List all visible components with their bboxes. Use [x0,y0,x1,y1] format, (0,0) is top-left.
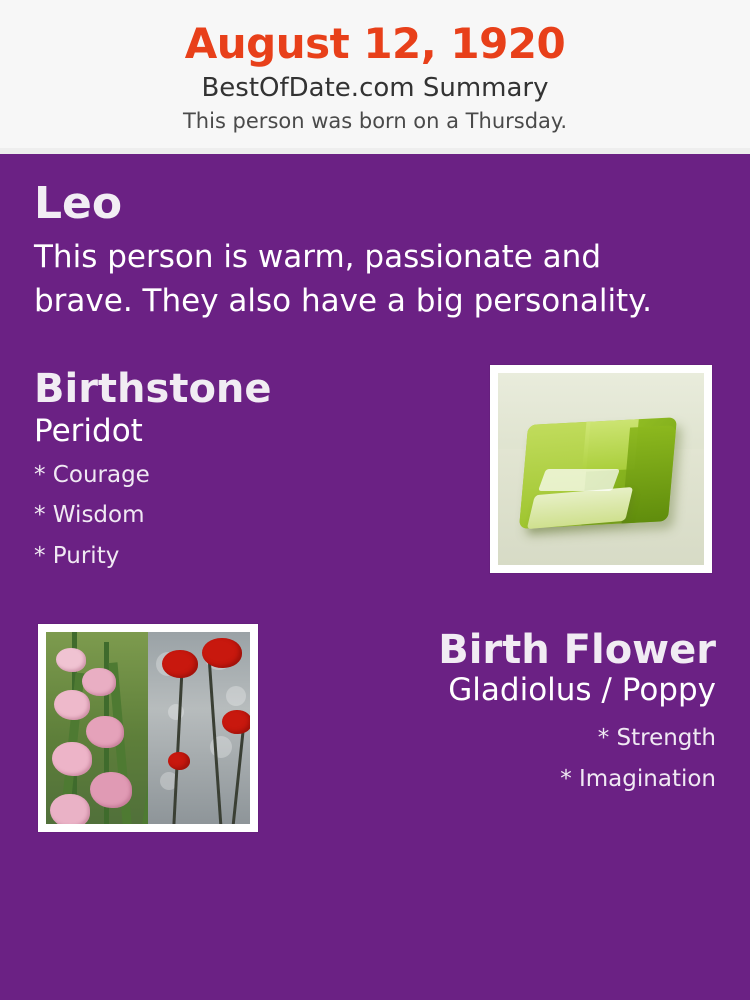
gladiolus-bloom [90,772,132,808]
page-header [0,0,750,148]
zodiac-section [34,180,716,322]
site-summary-label: BestOfDate.com Summary [201,73,549,104]
birthstone-trait: * Wisdom [34,502,145,529]
peridot-image [498,373,704,565]
birth-flower-title: Birth Flower [438,626,716,673]
gem-facet [622,425,677,523]
birthstone-title: Birthstone [34,365,272,412]
poppy-image-half [148,632,250,824]
gladiolus-bloom [54,690,90,720]
gladiolus-bloom [56,648,86,672]
birthstone-name: Peridot [34,412,143,449]
gladiolus-leaf [140,694,148,823]
poppy-stem [230,728,245,824]
gladiolus-bloom [50,794,90,824]
poppy-bloom [202,638,242,668]
poppy-stem [172,672,184,824]
gladiolus-bloom [82,668,116,696]
birth-flower-trait: * Imagination [560,766,716,793]
birth-flower-trait: * Strength [597,724,716,751]
birthstone-text [34,365,272,584]
bokeh-circle [226,686,246,706]
page-title: August 12, 1920 [184,19,566,68]
gem-highlight-shape [538,469,620,491]
gladiolus-image-half [46,632,148,824]
birthstone-photo-frame [490,365,712,573]
weekday-note: This person was born on a Thursday. [182,108,568,133]
birthstone-trait: * Courage [34,461,150,488]
birthstone-section [34,365,716,584]
birth-flower-photo-frame [38,624,258,832]
birth-flower-section [34,624,716,832]
poppy-bloom [162,650,198,678]
summary-panel [0,154,750,1000]
birth-flower-image [46,632,250,824]
birth-flower-name: Gladiolus / Poppy [448,671,716,708]
birthstone-trait: * Purity [34,542,120,569]
poppy-bud [168,752,190,770]
gladiolus-bloom [86,716,124,748]
birth-flower-text [258,624,716,808]
zodiac-sign-name: Leo [34,178,123,230]
gladiolus-bloom [52,742,92,776]
poppy-bloom [222,710,250,734]
zodiac-description: This person is warm, passionate and brave. They also have a big personality. [34,238,652,319]
